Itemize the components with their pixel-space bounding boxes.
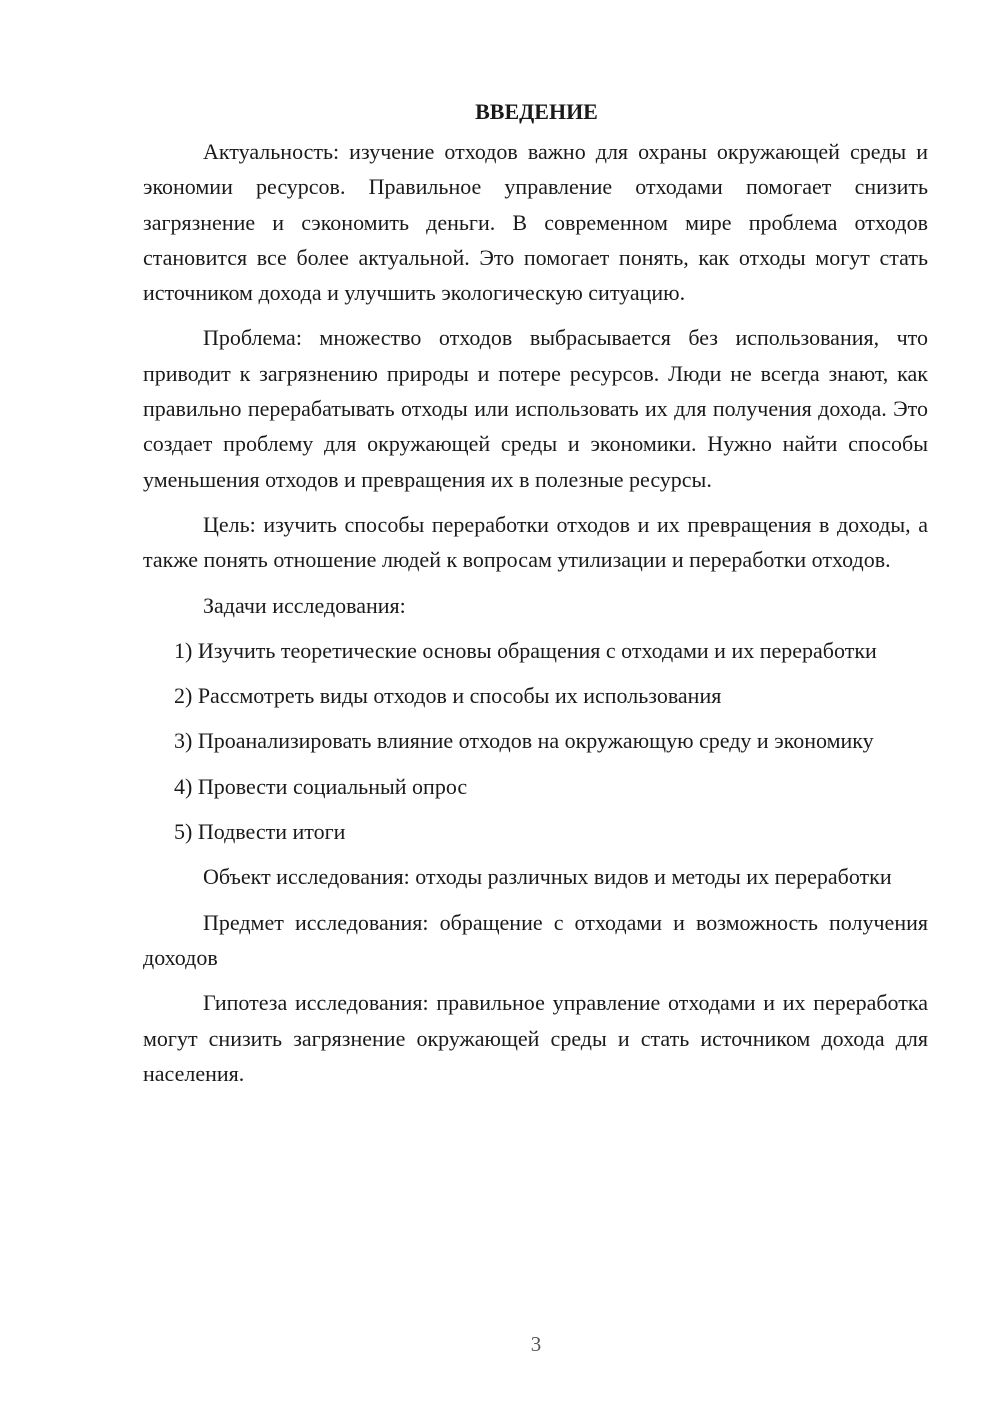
section-title: ВВЕДЕНИЕ: [475, 99, 598, 124]
paragraph-hypothesis: Гипотеза исследования: правильное управление отходами и их переработка могут снизить загрязнение окружающей среды и стать источником дохода для населения.: [143, 990, 928, 1086]
document-page: [143, 94, 928, 1101]
paragraph-relevance: Актуальность: изучение отходов важно для охраны окружающей среды и экономии ресурсов. Правильное управление отходами помогает снизить загрязнение и сэкономить деньги. В современном мире проблема отходов становится все более актуальной. Это помогает понять, как отходы могут стать источником дохода и улучшить экологическую ситуацию.: [143, 139, 928, 306]
paragraph-object: Объект исследования: отходы различных видов и методы их переработки: [203, 864, 892, 890]
task-item: 5) Подвести итоги: [174, 819, 346, 845]
page-number: 3: [530, 1332, 542, 1356]
task-item: 4) Провести социальный опрос: [174, 773, 468, 799]
paragraph-goal: Цель: изучить способы переработки отходов и их превращения в доходы, а также понять отношение людей к вопросам утилизации и переработки отходов.: [143, 511, 928, 573]
paragraph-problem: Проблема: множество отходов выбрасывается без использования, что приводит к загрязнению природы и потере ресурсов. Люди не всегда знают, как правильно перерабатывать отходы или использовать их для получения дохода. Это создает проблему для окружающей среды и экономики. Нужно найти способы уменьшения отходов и превращения их в полезные ресурсы.: [143, 325, 928, 492]
task-item: 3) Проанализировать влияние отходов на окружающую среду и экономику: [174, 728, 874, 754]
paragraph-subject: Предмет исследования: обращение с отходами и возможность получения доходов: [143, 909, 928, 970]
task-item: 2) Рассмотреть виды отходов и способы их использования: [174, 683, 722, 709]
task-item: 1) Изучить теоретические основы обращения с отходами и их переработки: [174, 637, 877, 663]
paragraph-tasks-heading: Задачи исследования:: [203, 592, 406, 618]
